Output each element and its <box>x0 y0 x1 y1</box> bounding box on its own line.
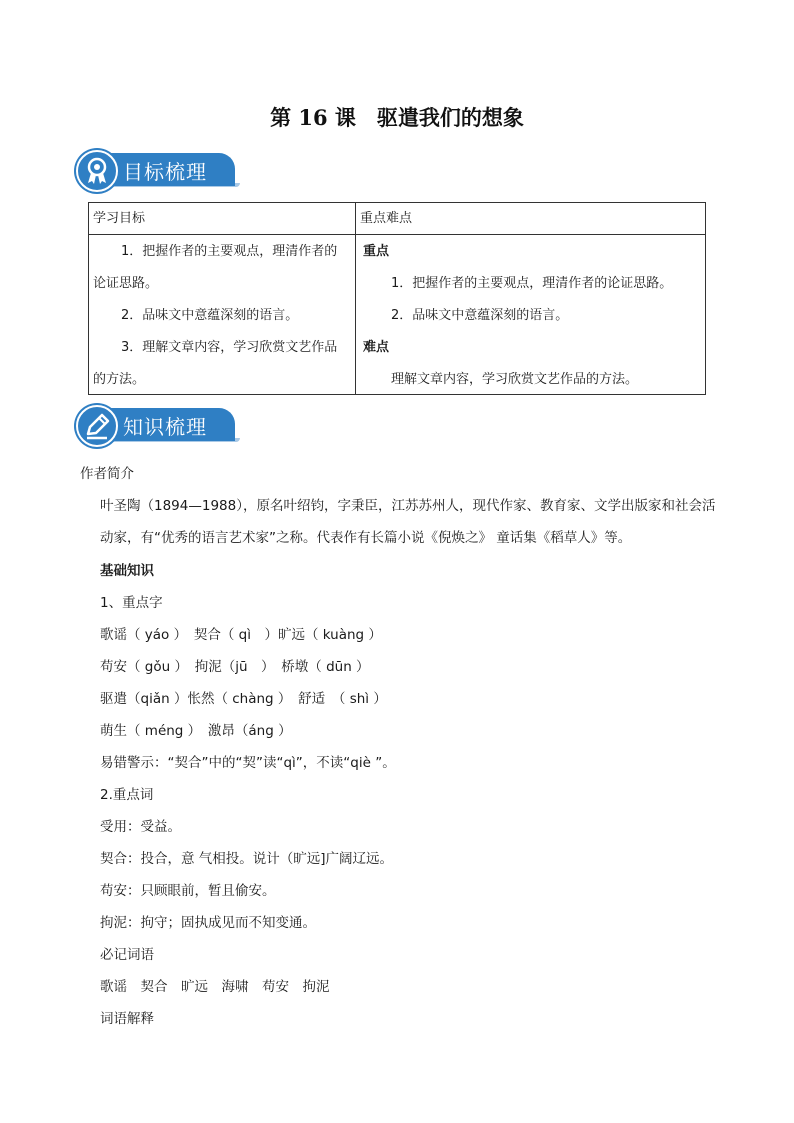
section-banner-knowledge <box>76 405 236 445</box>
must-remember-heading: 必记词语 <box>100 947 154 963</box>
basic-knowledge-heading: 基础知识 <box>100 563 154 579</box>
chars-line: 驱遣（qiǎn ）怅然（ chàng ） 舒适 （ shì ） <box>100 691 387 707</box>
goal-line: 论证思路。 <box>93 276 159 291</box>
goal-line: 2．品味文中意蕴深刻的语言。 <box>121 308 299 323</box>
goal-line: 1．把握作者的主要观点，理清作者的 <box>121 244 338 259</box>
goal-line: 的方法。 <box>93 372 146 387</box>
goal-line: 3．理解文章内容，学习欣赏文艺作品 <box>121 340 338 355</box>
chars-line: 萌生（ méng ） 激昂（áng ） <box>100 723 292 739</box>
chars-line: 苟安（ gǒu ） 拘泥（jū ） 桥墩（ dūn ） <box>100 659 370 675</box>
word-definition: 拘泥：拘守；固执成见而不知变通。 <box>100 915 316 931</box>
table-divider-vertical <box>355 203 356 394</box>
key-words-heading: 2.重点词 <box>100 787 154 803</box>
header-key-difficult: 重点难点 <box>360 211 413 226</box>
pencil-icon <box>76 405 118 447</box>
chars-line: 歌谣（ yáo ） 契合（ qì ）旷远（ kuàng ） <box>100 627 382 643</box>
key-points-title: 重点 <box>363 244 390 259</box>
section-title-goals: 目标梳理 <box>123 160 207 184</box>
word-definition: 苟安：只顾眼前，暂且偷安。 <box>100 883 276 899</box>
difficult-point: 理解文章内容，学习欣赏文艺作品的方法。 <box>391 372 639 387</box>
key-chars-heading: 1、重点字 <box>100 595 163 611</box>
goals-table <box>88 202 706 395</box>
error-warning: 易错警示：“契合”中的“契”读“qì”，不读“qiè ”。 <box>100 755 396 771</box>
header-learning-goals: 学习目标 <box>93 211 146 226</box>
author-paragraph-line: 叶圣陶（1894—1988），原名叶绍钧，字秉臣，江苏苏州人，现代作家、教育家、文学出版家和社会活 <box>100 498 716 514</box>
author-paragraph-line: 动家，有“优秀的语言艺术家”之称。代表作有长篇小说《倪焕之》 童话集《稻草人》等。 <box>100 530 632 546</box>
key-point: 2．品味文中意蕴深刻的语言。 <box>391 308 569 323</box>
section-title-knowledge: 知识梳理 <box>123 415 207 439</box>
key-point: 1．把握作者的主要观点，理清作者的论证思路。 <box>391 276 673 291</box>
award-ribbon-icon <box>76 150 118 192</box>
difficult-points-title: 难点 <box>363 340 390 355</box>
page-title: 第 16 课 驱遣我们的想象 <box>270 105 524 130</box>
word-definition: 契合：投合，意 气相投。说计（旷远]广阔辽远。 <box>100 851 394 867</box>
author-heading: 作者简介 <box>80 466 134 482</box>
word-definition: 受用：受益。 <box>100 819 181 835</box>
section-banner-goals <box>76 150 236 190</box>
must-remember-words: 歌谣 契合 旷远 海啸 苟安 拘泥 <box>100 979 330 995</box>
word-explain-heading: 词语解释 <box>100 1011 154 1027</box>
